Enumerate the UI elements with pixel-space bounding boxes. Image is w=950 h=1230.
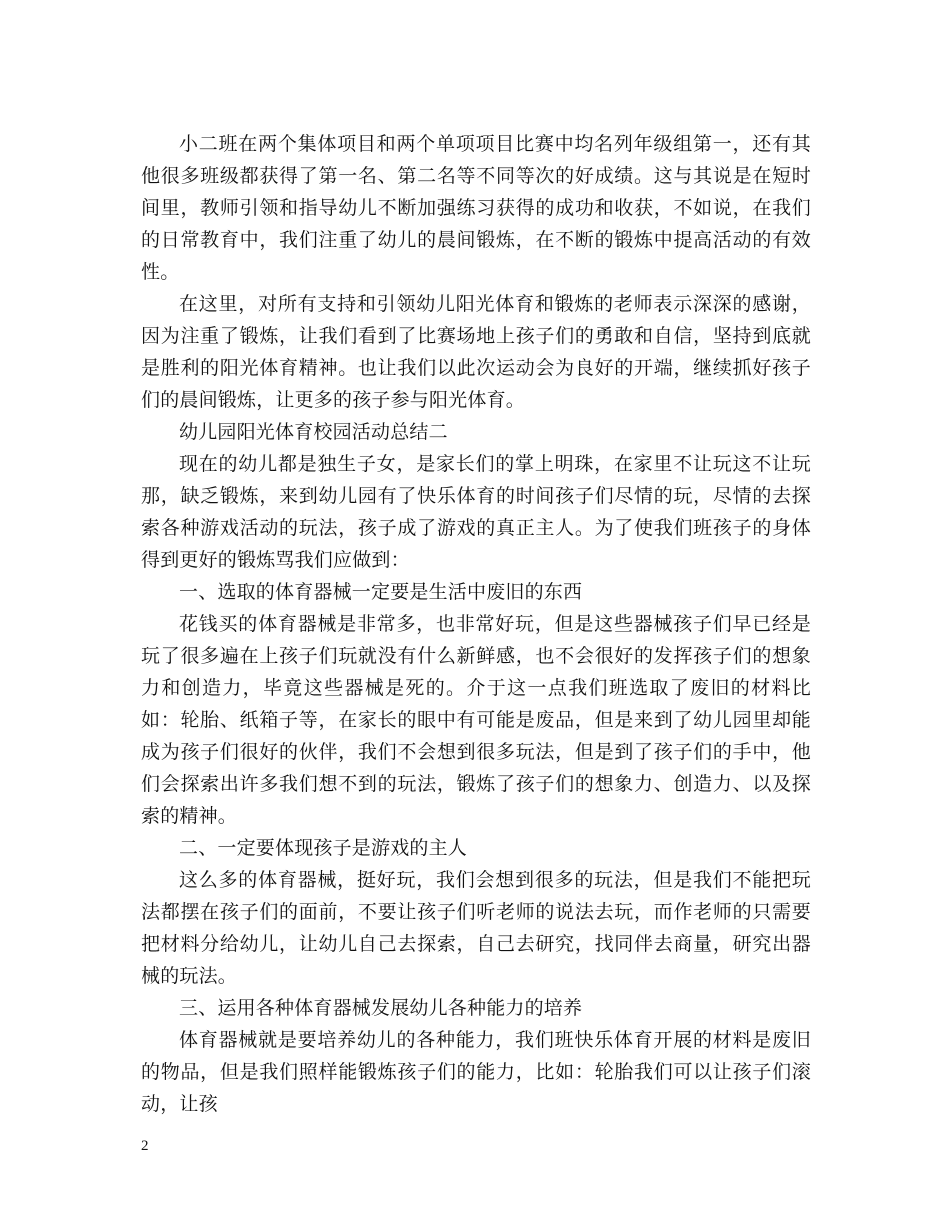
subheading-3: 三、运用各种体育器械发展幼儿各种能力的培养 xyxy=(179,997,583,1019)
subheading-1: 一、选取的体育器械一定要是生活中废旧的东西 xyxy=(179,581,583,603)
paragraph-1: 小二班在两个集体项目和两个单项项目比赛中均名列年级组第一，还有其他很多班级都获得了第一名、第二名等不同等次的好成绩。这与其说是在短时间里，教师引领和指导幼儿不断加强练习获得的成功和收获，不如说，在我们的日常教育中，我们注重了幼儿的晨间锻炼，在不断的锻炼中提高活动的有效性。 xyxy=(141,133,811,283)
subheading-2: 二、一定要体现孩子是游戏的主人 xyxy=(179,837,468,859)
document-body xyxy=(141,128,811,1120)
paragraph-6: 体育器械就是要培养幼儿的各种能力，我们班快乐体育开展的材料是废旧的物品，但是我们照样能锻炼孩子们的能力，比如：轮胎我们可以让孩子们滚动，让孩 xyxy=(141,1029,811,1115)
section-title: 幼儿园阳光体育校园活动总结二 xyxy=(179,421,448,443)
paragraph-3: 现在的幼儿都是独生子女，是家长们的掌上明珠，在家里不让玩这不让玩那，缺乏锻炼，来到幼儿园有了快乐体育的时间孩子们尽情的玩，尽情的去探索各种游戏活动的玩法，孩子成了游戏的真正主人。为了使我们班孩子的身体得到更好的锻炼骂我们应做到： xyxy=(141,453,811,571)
paragraph-4: 花钱买的体育器械是非常多，也非常好玩，但是这些器械孩子们早已经是玩了很多遍在上孩子们玩就没有什么新鲜感，也不会很好的发挥孩子们的想象力和创造力，毕竟这些器械是死的。介于这一点我们班选取了废旧的材料比如：轮胎、纸箱子等，在家长的眼中有可能是废品，但是来到了幼儿园里却能成为孩子们很好的伙伴，我们不会想到很多玩法，但是到了孩子们的手中，他们会探索出许多我们想不到的玩法，锻炼了孩子们的想象力、创造力、以及探索的精神。 xyxy=(141,613,811,827)
paragraph-5: 这么多的体育器械，挺好玩，我们会想到很多的玩法，但是我们不能把玩法都摆在孩子们的面前，不要让孩子们听老师的说法去玩，而作老师的只需要把材料分给幼儿，让幼儿自己去探索，自己去研究，找同伴去商量，研究出器械的玩法。 xyxy=(141,869,811,987)
paragraph-2: 在这里，对所有支持和引领幼儿阳光体育和锻炼的老师表示深深的感谢，因为注重了锻炼，让我们看到了比赛场地上孩子们的勇敢和自信，坚持到底就是胜利的阳光体育精神。也让我们以此次运动会为良好的开端，继续抓好孩子们的晨间锻炼，让更多的孩子参与阳光体育。 xyxy=(141,293,811,411)
page-number: 2 xyxy=(141,1138,149,1154)
